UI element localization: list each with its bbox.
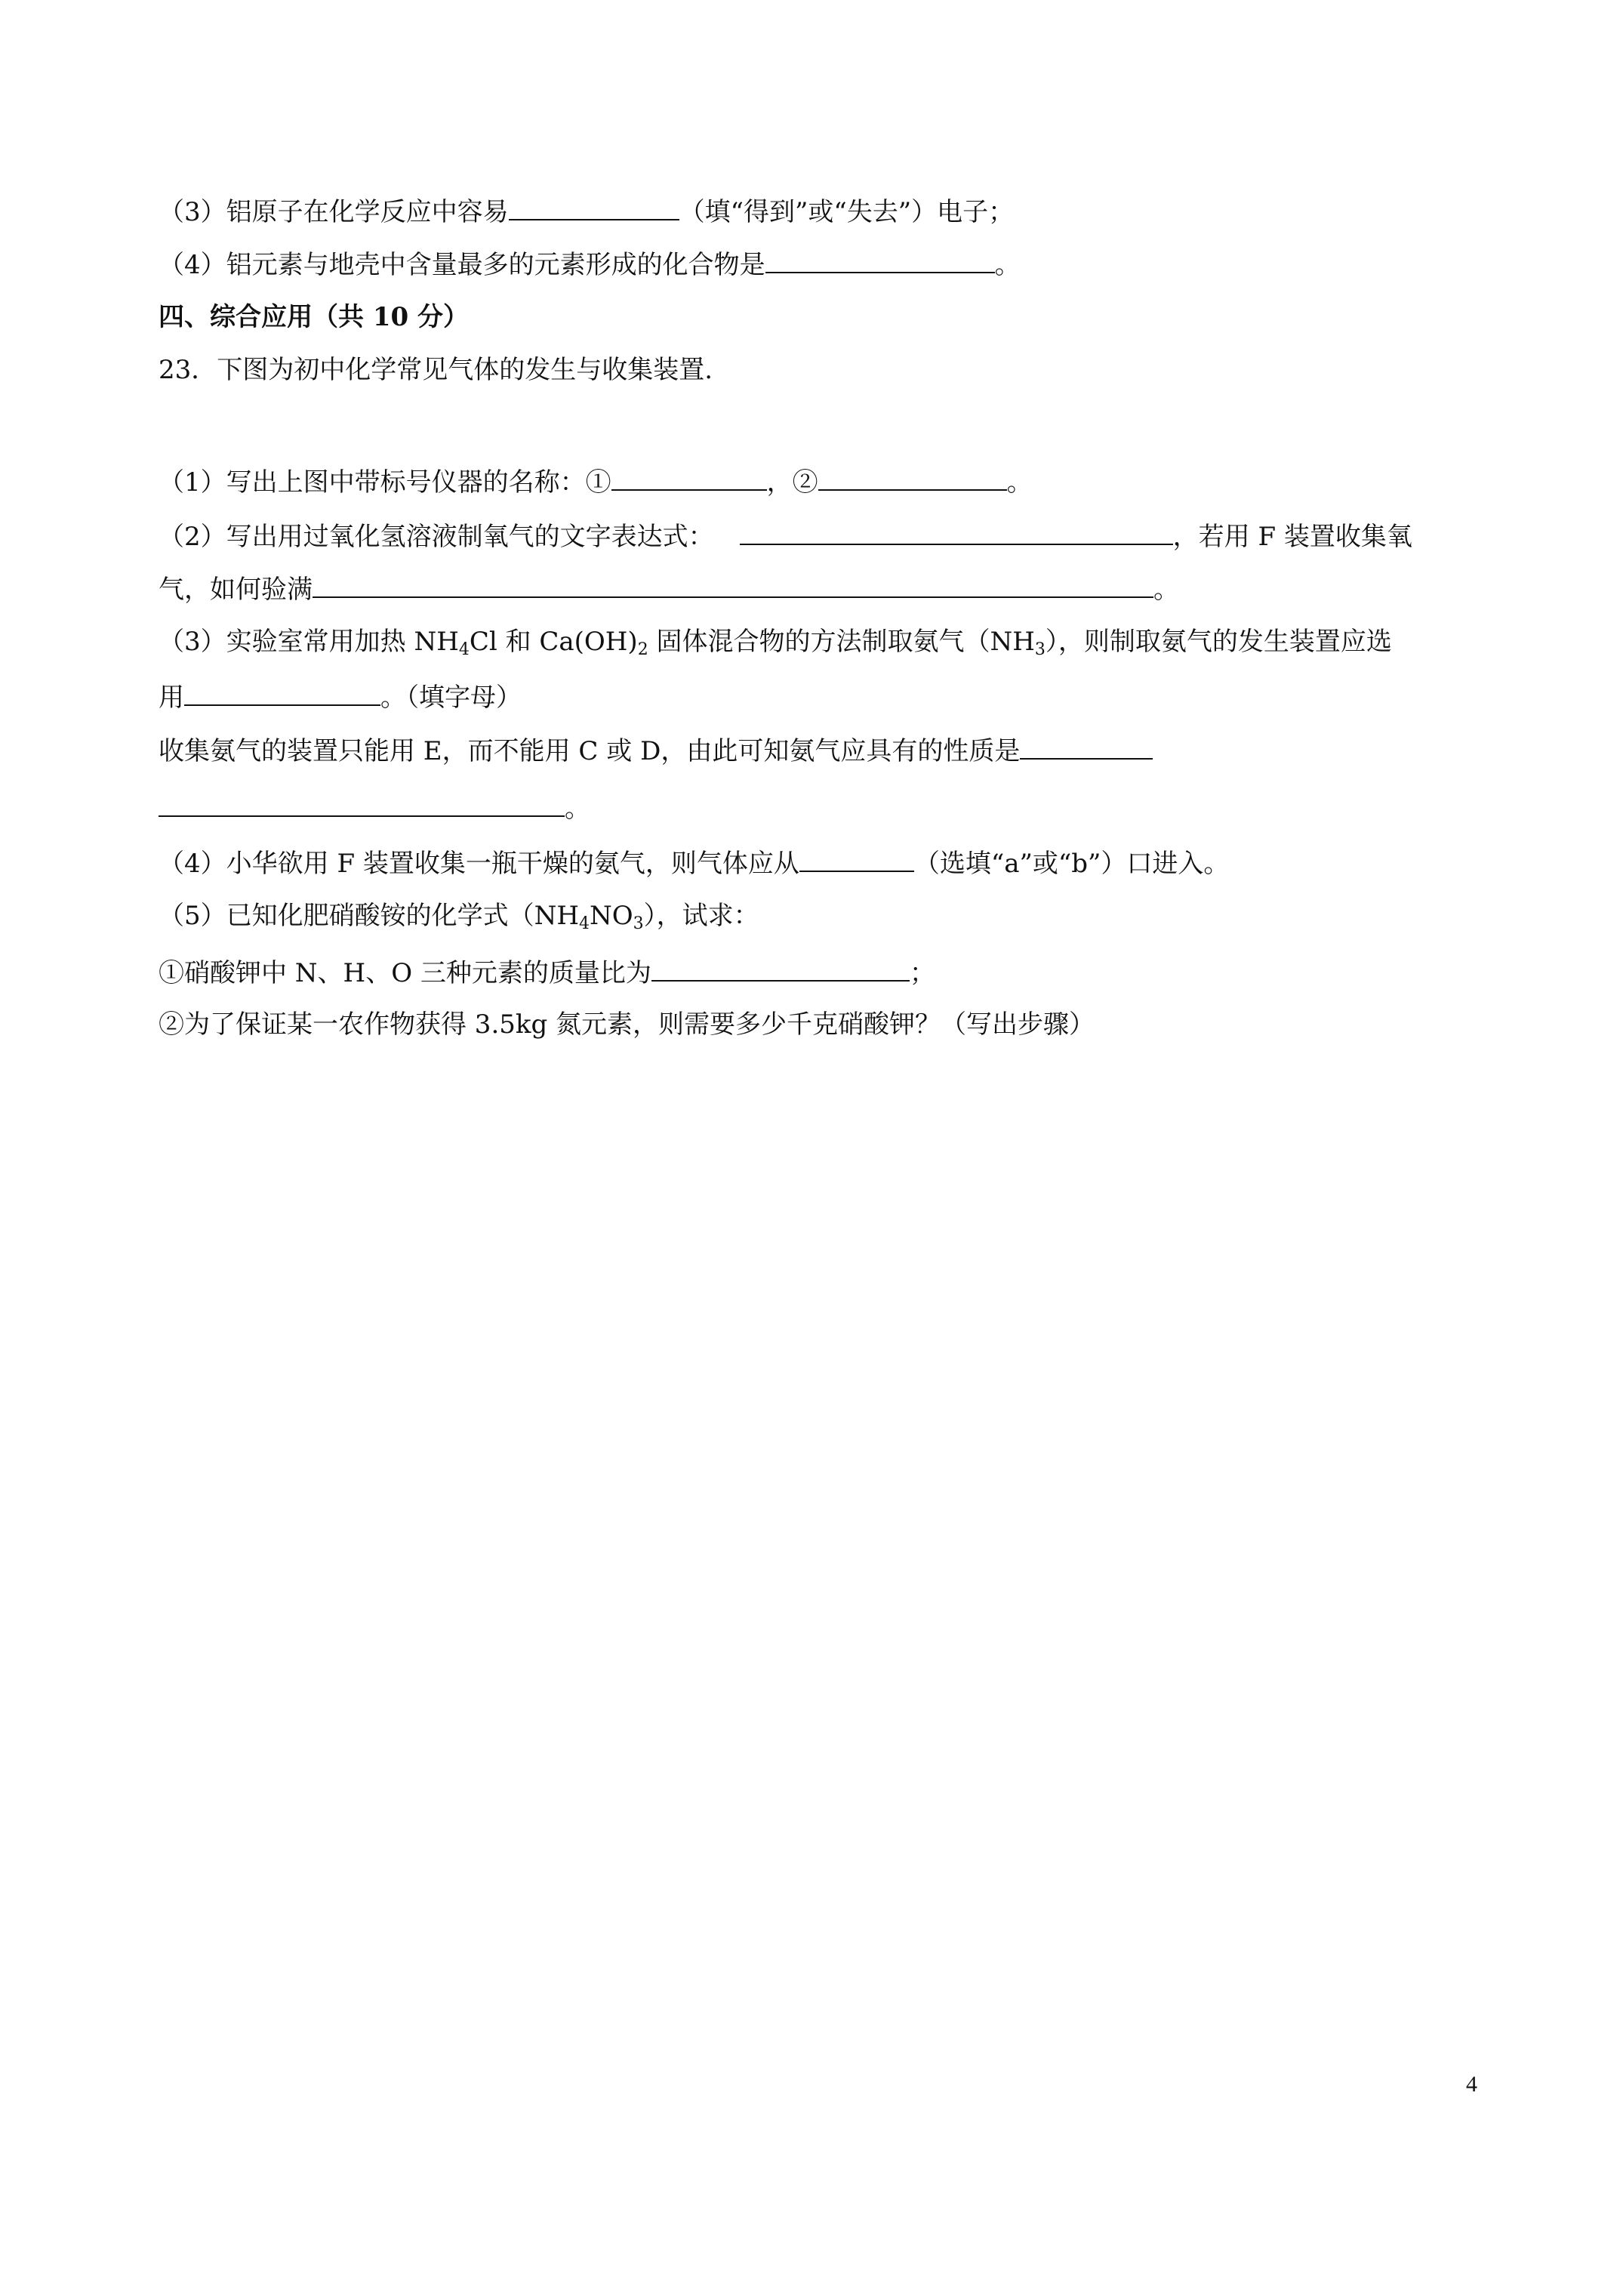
q23-p5-i1b: ； (909, 958, 935, 988)
q23-p2-blank-2[interactable] (313, 568, 1153, 598)
q23-p5-i2: ②为了保证某一农作物获得 3.5kg 氮元素，则需要多少千克硝酸钾？（写出步骤） (159, 1009, 1095, 1040)
q23-p1-c: 。 (1006, 467, 1033, 498)
q23-p3-blank-3[interactable] (159, 787, 565, 817)
q23-p4-b: （选填“a”或“b”）口进入。 (913, 849, 1230, 879)
q23-p2-blank-1[interactable] (740, 515, 1173, 545)
question-3-line (159, 190, 1014, 228)
q23-part5-line-3 (159, 1006, 1095, 1043)
q23-p2-a: （2）写出用过氧化氢溶液制氧气的文字表达式： (159, 522, 714, 552)
q4-suffix: 。 (994, 250, 1021, 280)
q23-part4-line (159, 842, 1229, 880)
q4-prefix: （4）铝元素与地壳中含量最多的元素形成的化合物是 (159, 250, 765, 280)
q23-p5-i1a: ①硝酸钾中 N、H、O 三种元素的质量比为 (159, 958, 651, 988)
q23-p3-a: （3）实验室常用加热 NH (159, 627, 459, 657)
q23-p5-b: NO (590, 901, 633, 931)
q23-p4-a: （4）小华欲用 F 装置收集一瓶干燥的氨气，则气体应从 (159, 849, 799, 879)
q23-stem-text: 23．下图为初中化学常见气体的发生与收集装置. (159, 355, 713, 385)
q23-p1-b: ，② (766, 467, 818, 498)
q23-p3-h: 。 (565, 794, 590, 824)
q23-p3-e: 用 (159, 683, 184, 713)
q23-part3-line-3 (159, 729, 1153, 767)
q23-part3-line-1 (159, 623, 1392, 661)
q23-part2-line-2 (159, 568, 1179, 606)
q23-p3-sub2: 2 (637, 640, 648, 659)
q23-p3-sub1: 4 (458, 640, 470, 659)
q23-part5-line-2 (159, 951, 935, 989)
q23-p1-a: （1）写出上图中带标号仪器的名称：① (159, 467, 611, 498)
q23-p4-blank[interactable] (799, 842, 914, 872)
q4-answer-blank[interactable] (765, 243, 995, 273)
section-4-heading-text: 四、综合应用（共 10 分） (159, 302, 469, 332)
q23-p3-blank-1[interactable] (184, 676, 380, 706)
q23-p3-f: 。（填字母） (380, 683, 522, 713)
q23-p3-sub3: 3 (1034, 640, 1046, 659)
q23-p1-blank-1[interactable] (611, 461, 767, 491)
q23-part3-line-2 (159, 676, 522, 713)
q23-p5-blank[interactable] (651, 951, 910, 982)
question-23-stem (159, 351, 713, 389)
q23-p1-blank-2[interactable] (818, 461, 1007, 491)
q23-part3-line-4 (159, 787, 590, 824)
question-4-line (159, 243, 1021, 281)
q23-p5-c: ），试求： (643, 901, 759, 931)
q3-answer-blank[interactable] (509, 190, 679, 220)
section-4-heading (159, 298, 469, 336)
q23-part2-line-1 (159, 515, 1412, 553)
page-number: 4 (1466, 2072, 1477, 2097)
q23-p5-a: （5）已知化肥硝酸铵的化学式（NH (159, 901, 580, 931)
q23-part5-line-1 (159, 897, 759, 935)
q23-p2-c: 气，如何验满 (159, 575, 313, 605)
q23-p2-d: 。 (1153, 575, 1179, 605)
q23-p3-g: 收集氨气的装置只能用 E，而不能用 C 或 D，由此可知氨气应具有的性质是 (159, 736, 1021, 766)
q3-prefix: （3）铝原子在化学反应中容易 (159, 197, 509, 227)
q23-p5-sub1: 4 (579, 914, 590, 933)
q23-p3-c: 固体混合物的方法制取氨气（NH (648, 627, 1035, 657)
q23-p3-d: ），则制取氨气的发生装置应选 (1045, 627, 1392, 657)
q3-suffix: （填“得到”或“失去”）电子； (679, 197, 1015, 227)
q23-p2-b: ，若用 F 装置收集氧 (1172, 522, 1412, 552)
q23-p3-blank-2[interactable] (1020, 729, 1153, 760)
q23-p3-b: Cl 和 Ca(OH) (469, 627, 638, 657)
q23-part1-line (159, 461, 1033, 498)
q23-p5-sub2: 3 (633, 914, 644, 933)
